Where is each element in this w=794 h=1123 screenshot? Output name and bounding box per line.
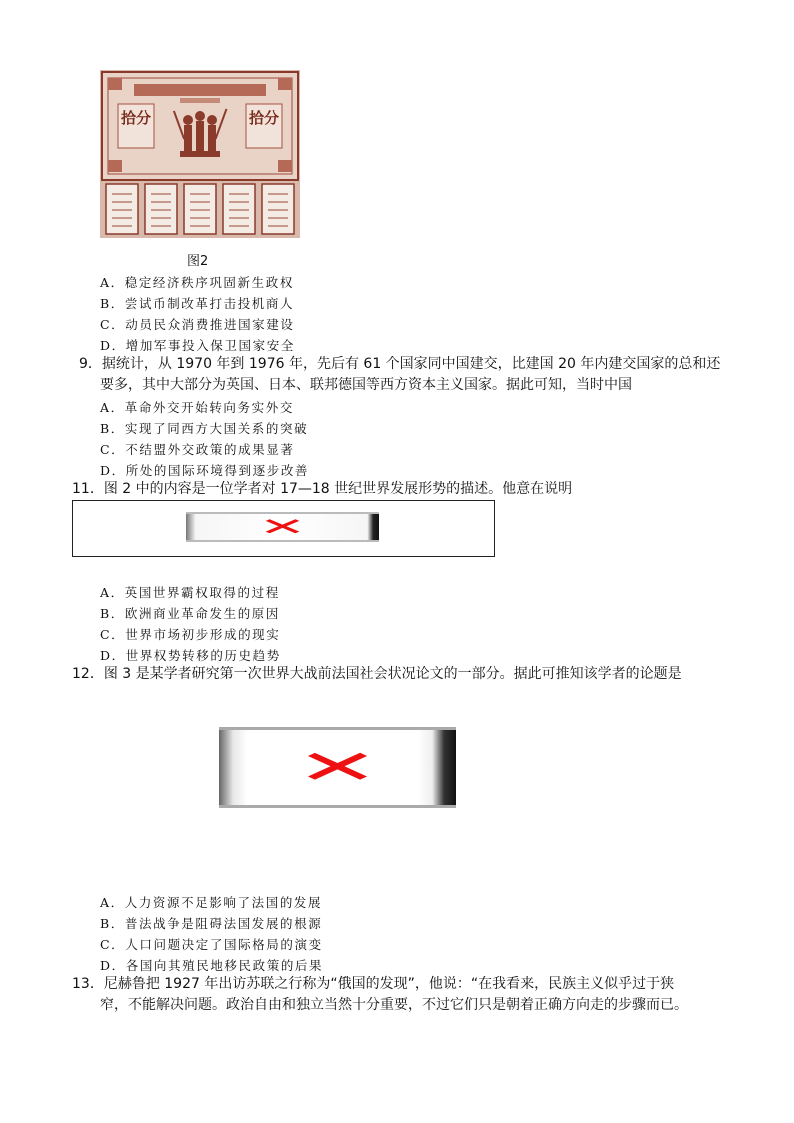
option-text: 欧洲商业革命发生的原因 — [124, 606, 280, 621]
broken-image-placeholder — [186, 512, 379, 542]
q12-option-d — [100, 956, 323, 974]
figure-2-broken-image-frame — [72, 500, 495, 557]
option-letter: D． — [100, 463, 126, 478]
option-text: 实现了同西方大国关系的突破 — [124, 421, 309, 436]
option-letter: B． — [100, 916, 125, 931]
q9-stem-line1: 9．据统计，从 1970 年到 1976 年，先后有 61 个国家同中国建交，比建国 20 年内建交国家的总和还 — [79, 356, 721, 372]
banknote-image — [100, 70, 300, 238]
option-text: 不结盟外交政策的成果显著 — [125, 442, 295, 457]
option-letter: C． — [100, 442, 126, 457]
option-letter: D． — [100, 958, 126, 973]
option-letter: C． — [100, 317, 126, 332]
option-text: 人口问题决定了国际格局的演变 — [125, 937, 323, 952]
q9-option-b — [100, 419, 308, 437]
option-text: 所处的国际环境得到逐步改善 — [125, 463, 310, 478]
option-text: 尝试币制改革打击投机商人 — [124, 296, 295, 311]
option-letter: A． — [100, 585, 125, 600]
option-text: 动员民众消费推进国家建设 — [125, 317, 295, 332]
q11-option-d — [100, 646, 281, 664]
q9-option-c — [100, 440, 294, 458]
option-text: 增加军事投入保卫国家安全 — [125, 338, 295, 353]
q9-option-d — [100, 461, 309, 479]
option-letter: C． — [100, 627, 126, 642]
option-text: 各国向其殖民地移民政策的后果 — [125, 958, 324, 973]
q11-option-a — [100, 583, 280, 601]
option-letter: D． — [100, 338, 126, 353]
q9-option-a — [100, 398, 294, 416]
broken-image-x-icon: ✕ — [295, 740, 380, 794]
broken-image-placeholder — [219, 727, 456, 808]
option-text: 普法战争是阻碍法国发展的根源 — [124, 916, 323, 931]
broken-image-x-icon: ✕ — [258, 513, 307, 541]
banknote-stamp-left: 拾分 — [120, 109, 151, 127]
option-text: 英国世界霸权取得的过程 — [124, 585, 280, 600]
q11-stem: 11．图 2 中的内容是一位学者对 17—18 世纪世界发展形势的描述。他意在说明 — [72, 481, 573, 497]
option-text: 世界市场初步形成的现实 — [125, 627, 281, 642]
q9-stem-line2: 要多，其中大部分为英国、日本、联邦德国等西方资本主义国家。据此可知，当时中国 — [100, 377, 632, 393]
option-letter: C． — [100, 937, 126, 952]
option-letter: B． — [100, 606, 125, 621]
q11-option-c — [100, 625, 280, 643]
option-text: 稳定经济秩序巩固新生政权 — [124, 275, 294, 290]
option-letter: D． — [100, 648, 126, 663]
option-text: 世界权势转移的历史趋势 — [125, 648, 281, 663]
option-letter: A． — [100, 895, 125, 910]
option-letter: A． — [100, 400, 125, 415]
q12-option-a — [100, 893, 322, 911]
option-letter: B． — [100, 296, 125, 311]
banknote-stamp-right: 拾分 — [248, 109, 279, 127]
figure-3-broken-image — [219, 727, 456, 808]
q12-stem: 12．图 3 是某学者研究第一次世界大战前法国社会状况论文的一部分。据此可推知该学者的论题是 — [72, 666, 682, 682]
option-text: 革命外交开始转向务实外交 — [124, 400, 294, 415]
q11-option-b — [100, 604, 280, 622]
q13-stem-line2: 窄，不能解决问题。政治自由和独立当然十分重要，不过它们只是朝着正确方向走的步骤而已。 — [100, 997, 688, 1013]
option-text: 人力资源不足影响了法国的发展 — [124, 895, 323, 910]
option-letter: B． — [100, 421, 125, 436]
q12-option-c — [100, 935, 323, 953]
q12-option-b — [100, 914, 322, 932]
q8-option-c — [100, 315, 294, 333]
option-letter: A． — [100, 275, 125, 290]
q13-stem-line1: 13．尼赫鲁把 1927 年出访苏联之行称为“俄国的发现”，他说：“在我看来，民族主义似乎过于狭 — [72, 976, 675, 992]
q8-option-a — [100, 273, 294, 291]
figure-2-caption: 图2 — [187, 254, 209, 269]
q8-option-d — [100, 336, 295, 354]
figure-2-banknote — [100, 70, 300, 238]
q8-option-b — [100, 294, 294, 312]
